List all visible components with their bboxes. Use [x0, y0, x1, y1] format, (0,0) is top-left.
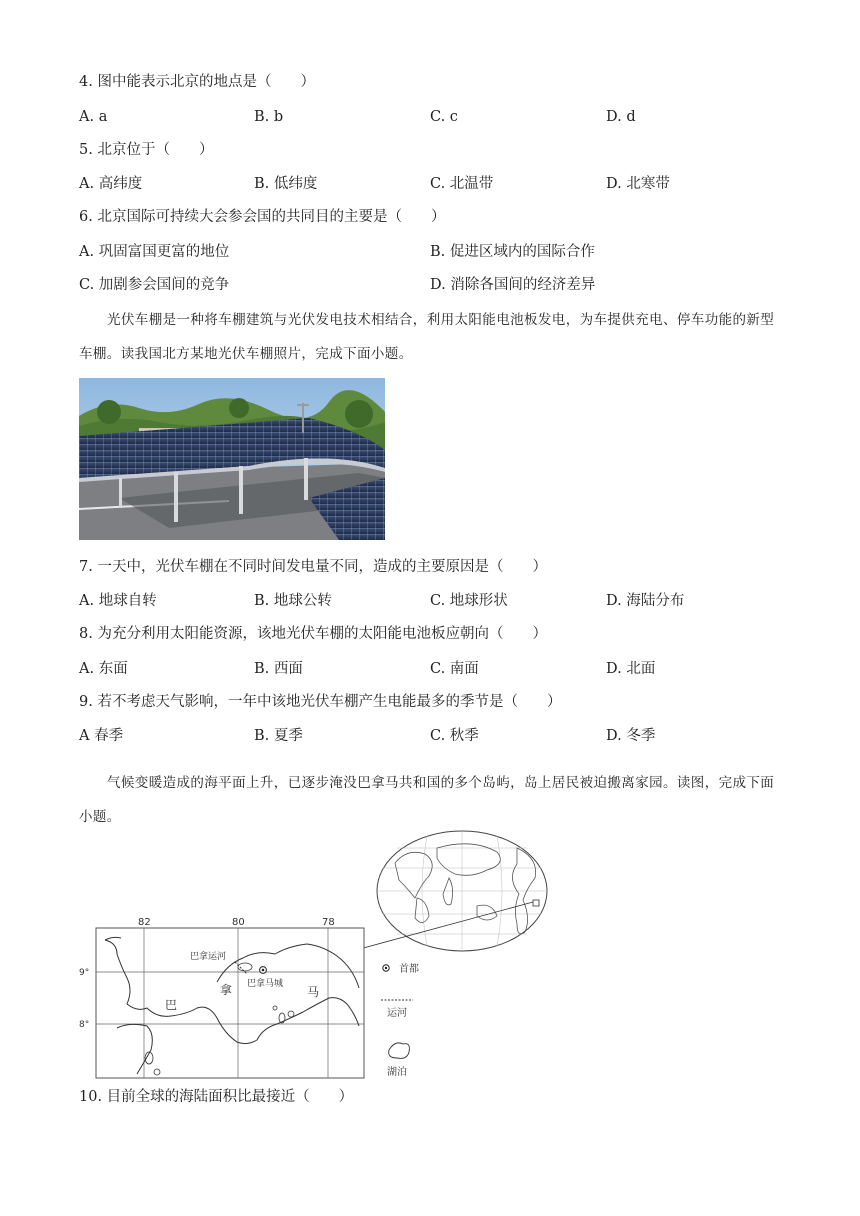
question-5-option-b[interactable]: B. 低纬度 — [254, 176, 318, 192]
question-6-option-d[interactable]: D. 消除各国间的经济差异 — [430, 277, 596, 293]
question-9-stem: 9. 若不考虑天气影响，一年中该地光伏车棚产生电能最多的季节是（ ） — [79, 694, 562, 710]
question-6-stem: 6. 北京国际可持续大会参会国的共同目的主要是（ ） — [79, 209, 446, 225]
passage-panama-text: 气候变暖造成的海平面上升，已逐步淹没巴拿马共和国的多个岛屿，岛上居民被迫搬离家园。读图，完成下面小题。 — [79, 775, 775, 825]
question-5-option-c[interactable]: C. 北温带 — [430, 176, 494, 192]
question-4-option-d[interactable]: D. d — [606, 109, 636, 125]
map-legend — [381, 962, 419, 1078]
lon-label-80: 80 — [232, 917, 245, 928]
question-4-stem: 4. 图中能表示北京的地点是（ ） — [79, 74, 315, 90]
label-country-2: 拿 — [220, 983, 233, 997]
question-4-option-c[interactable]: C. c — [430, 109, 458, 125]
question-9-option-b[interactable]: B. 夏季 — [254, 728, 303, 744]
panama-map-figure — [77, 828, 597, 1086]
question-8-option-d[interactable]: D. 北面 — [606, 661, 656, 677]
question-4-option-b[interactable]: B. b — [254, 109, 284, 125]
question-7-option-b[interactable]: B. 地球公转 — [254, 593, 332, 609]
question-6-option-a[interactable]: A. 巩固富国更富的地位 — [79, 244, 230, 260]
question-5-option-a[interactable]: A. 高纬度 — [79, 176, 143, 192]
label-capital: 巴拿马城 — [247, 979, 284, 989]
label-country-1: 巴 — [165, 998, 178, 1012]
question-8-option-b[interactable]: B. 西面 — [254, 661, 303, 677]
question-6-option-b[interactable]: B. 促进区域内的国际合作 — [430, 244, 595, 260]
question-4-option-a[interactable]: A. a — [79, 109, 108, 125]
passage-panama — [79, 766, 779, 834]
question-9-option-c[interactable]: C. 秋季 — [430, 728, 479, 744]
question-5-stem: 5. 北京位于（ ） — [79, 142, 214, 158]
question-9-option-d[interactable]: D. 冬季 — [606, 728, 656, 744]
question-7-option-d[interactable]: D. 海陆分布 — [606, 593, 685, 609]
lon-label-82: 82 — [138, 917, 151, 928]
question-7-stem: 7. 一天中，光伏车棚在不同时间发电量不同，造成的主要原因是（ ） — [79, 559, 547, 575]
lon-label-78: 78 — [322, 917, 335, 928]
question-6-option-c[interactable]: C. 加剧参会国间的竞争 — [79, 277, 230, 293]
question-7-option-c[interactable]: C. 地球形状 — [430, 593, 508, 609]
question-8-option-c[interactable]: C. 南面 — [430, 661, 479, 677]
passage-solar-text: 光伏车棚是一种将车棚建筑与光伏发电技术相结合，利用太阳能电池板发电，为车提供充电、停车功能的新型车棚。读我国北方某地光伏车棚照片，完成下面小题。 — [79, 312, 775, 362]
question-9-option-a[interactable]: A 春季 — [79, 728, 124, 744]
lat-label-9: 9° — [79, 968, 90, 978]
question-10-stem: 10. 目前全球的海陆面积比最接近（ ） — [79, 1089, 354, 1105]
legend-canal-label: 运河 — [387, 1008, 407, 1019]
passage-solar-carport — [79, 303, 779, 371]
legend-capital-label: 首都 — [399, 964, 419, 975]
lat-label-8: 8° — [79, 1020, 90, 1030]
question-5-option-d[interactable]: D. 北寒带 — [606, 176, 670, 192]
solar-carport-photo — [79, 378, 385, 540]
question-7-option-a[interactable]: A. 地球自转 — [79, 593, 157, 609]
label-canal: 巴拿运河 — [190, 952, 227, 962]
legend-lake-label: 湖泊 — [387, 1067, 407, 1078]
question-8-option-a[interactable]: A. 东面 — [79, 661, 128, 677]
question-8-stem: 8. 为充分利用太阳能资源，该地光伏车棚的太阳能电池板应朝向（ ） — [79, 626, 547, 642]
label-country-3: 马 — [307, 985, 320, 999]
world-map-inset — [377, 831, 547, 951]
